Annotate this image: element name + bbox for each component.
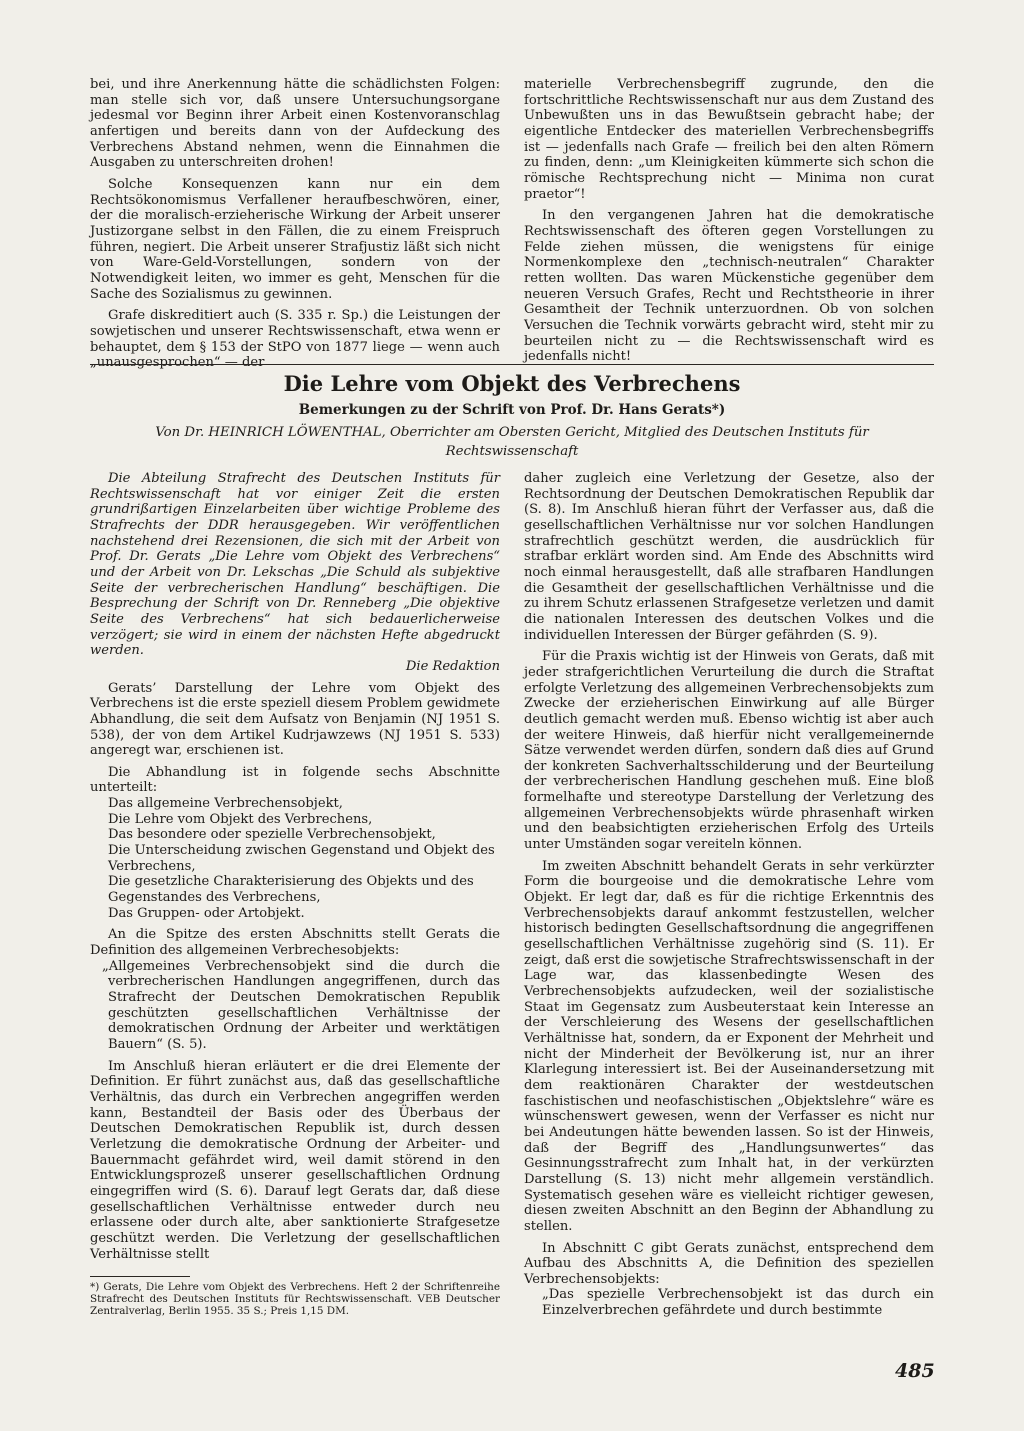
list-item: Die gesetzliche Charakterisierung des Objekts und des Gegenstandes des Verbrechens, <box>108 874 474 906</box>
definition-quote: „Allgemeines Verbrechensobjekt sind die durch die verbrecherischen Handlungen angegriffenen, durch das Strafrecht der Deutschen Demokratischen Republik geschützten gesellschaftlichen Verhältnisse der demokratischen Ordnung der Arbeiter und werktätigen Bauern“ (S. 5). <box>102 958 500 1052</box>
paragraph: bei, und ihre Anerkennung hätte die schädlichsten Folgen: man stelle sich vor, daß unsere Untersuchungsorgane jedesmal vor Beginn ihrer Arbeit einen Kostenvoranschlag anfertigen und bereits dann von der Aufdeckung des Verbrechens Abstand nehmen, wenn die Einnahmen die Ausgaben zu unterschreiten drohen! <box>90 77 500 171</box>
paragraph: Solche Konsequenzen kann nur ein dem Rechtsökonomismus Verfallener heraufbeschwören, einer, der die moralisch-erzieherische Wirkung der Arbeit unserer Justizorgane selbst in den Fällen, die zu einem Freispruch führen, negiert. Die Arbeit unserer Strafjustiz läßt sich nicht von Ware-Geld-Vorstellungen, sondern von der Notwendigkeit leiten, wo immer es geht, Menschen für die Sache des Sozialismus zu gewinnen. <box>90 176 500 302</box>
article-byline: Von Dr. HEINRICH LÖWENTHAL, Oberrichter am Obersten Gericht, Mitglied des Deutschen Instituts für Rechtswissenschaft <box>155 425 869 459</box>
section-divider <box>90 364 934 365</box>
list-item: Die Lehre vom Objekt des Verbrechens, <box>108 811 373 827</box>
paragraph: Die Abhandlung ist in folgende sechs Abschnitte unterteilt: <box>90 764 500 796</box>
paragraph: In den vergangenen Jahren hat die demokratische Rechtswissenschaft des öfteren gegen Vorstellungen zu Felde ziehen müssen, die wenigstens für einige Normenkomplexe den „technisch-neutralen“ Charakter retten wollten. Das waren Mückenstiche gegenüber dem neueren Versuch Grafes, Recht und Rechtstheorie in ihrer Gesamtheit der Technik unterzuordnen. Ob von solchen Versuchen die Technik vorwärts gebracht wird, steht mir zu beurteilen nicht zu — die Rechtswissenschaft wird es jedenfalls nicht! <box>524 208 934 365</box>
paragraph: In Abschnitt C gibt Gerats zunächst, entsprechend dem Aufbau des Abschnitts A, die Definition des speziellen Verbrechensobjekts: <box>524 1240 934 1287</box>
page-number: 485 <box>895 1360 935 1382</box>
list-item: Das besondere oder spezielle Verbrechensobjekt, <box>108 827 436 843</box>
paragraph: daher zugleich eine Verletzung der Gesetze, also der Rechtsordnung der Deutschen Demokratischen Republik dar (S. 8). Im Anschluß hieran führt der Verfasser aus, daß die gesellschaftlichen Verhältnisse nur vor solchen Handlungen strafrechtlich geschützt werden, die ausdrücklich für strafbar erklärt worden sind. Am Ende des Abschnitts wird noch einmal herausgestellt, daß alle strafbaren Handlungen die Gesamtheit der gesellschaftlichen Verhältnisse und die zu ihrem Schutz erlassenen Strafgesetze verletzen und damit die nationalen Interessen des deutschen Volkes und die individuellen Interessen der Bürger gefährden (S. 9). <box>524 471 934 643</box>
section-list <box>90 796 500 921</box>
list-item: Die Unterscheidung zwischen Gegenstand und Objekt des Verbrechens, <box>108 843 495 874</box>
paragraph: Gerats’ Darstellung der Lehre vom Objekt des Verbrechens ist die erste speziell diesem Problem gewidmete Abhandlung, die seit dem Aufsatz von Benjamin (NJ 1951 S. 538), der von dem Artikel Kudrjawzews (NJ 1951 S. 533) angeregt war, erschienen ist. <box>90 680 500 759</box>
left-column <box>90 471 500 1262</box>
top-right-column <box>524 77 934 365</box>
paragraph: Im Anschluß hieran erläutert er die drei Elemente der Definition. Er führt zunächst aus, daß das gesellschaftliche Verhältnis, das durch ein Verbrechen angegriffen werden kann, Bestandteil der Basis oder des Überbaus der Deutschen Demokratischen Republik ist, durch dessen Verletzung die demokratische Ordnung der Arbeiter- und Bauernmacht gefährdet wird, weil damit störend in den Entwicklungsprozeß unserer gesellschaftlichen Ordnung eingegriffen wird (S. 6). Darauf legt Gerats dar, daß diese gesellschaftlichen Verhältnisse entweder durch neu erlassene oder durch alte, aber sanktionierte Strafgesetze geschützt werden. Die Verletzung der gesellschaftlichen Verhältnisse stellt <box>90 1058 500 1262</box>
definition-quote: „Das spezielle Verbrechensobjekt ist das durch ein Einzelverbrechen gefährdete und durch bestimmte <box>542 1287 934 1319</box>
paragraph: materielle Verbrechensbegriff zugrunde, den die fortschrittliche Rechtswissenschaft nur aus dem Zustand des Unbewußten uns in das Bewußtsein gebracht habe; der eigentliche Entdecker des materiellen Verbrechensbegriffs ist — jedenfalls nach Grafe — freilich bei den alten Römern zu finden, denn: „um Kleinigkeiten kümmerte sich schon die römische Rechtsprechung nicht — Minima non curat praetor“! <box>524 77 934 202</box>
right-column <box>524 471 934 1319</box>
paragraph: Für die Praxis wichtig ist der Hinweis von Gerats, daß mit jeder strafgerichtlichen Verurteilung die durch die Straftat erfolgte Verletzung des allgemeinen Verbrechensobjekts zum Zwecke der erzieherischen Einwirkung auf alle Bürger deutlich gemacht werden muß. Ebenso wichtig ist aber auch der weitere Hinweis, daß hierfür nicht verallgemeinernde Sätze verwendet werden dürfen, sondern daß dies auf Grund der konkreten Sachverhaltsschilderung und der Beurteilung der verbrecherischen Handlung geschehen muß. Eine bloß formelhafte und stereotype Darstellung der Verletzung des allgemeinen Verbrechensobjekts würde phrasenhaft wirken und den beabsichtigten erzieherischen Erfolg des Urteils unter Umständen sogar vereiteln können. <box>524 649 934 853</box>
paragraph: Im zweiten Abschnitt behandelt Gerats in sehr verkürzter Form die bourgeoise und die demokratische Lehre vom Objekt. Er legt dar, daß es für die richtige Erkenntnis des Verbrechensobjekts darauf ankommt festzustellen, welcher historisch bedingten Gesellschaftsordnung die angegriffenen gesellschaftlichen Verhältnisse zugehörig sind (S. 11). Er zeigt, daß erst die sowjetische Strafrechtswissenschaft in der Lage war, das klassenbedingte Wesen des Verbrechensobjekts aufzudecken, weil der sozialistische Staat im Gegensatz zum Ausbeuterstaat kein Interesse an der Verschleierung des Wesens der gesellschaftlichen Verhältnisse hat, sondern, da er Exponent der Mehrheit und nicht der Minderheit der Bevölkerung ist, nur an ihrer Klarlegung interessiert ist. Bei der Auseinandersetzung mit dem reaktionären Charakter der westdeutschen faschistischen und neofaschistischen „Objektslehre“ wäre es wünschenswert gewesen, wenn der Verfasser es nicht nur bei Andeutungen hätte bewenden lassen. So ist der Hinweis, daß der Begriff des „Handlungsunwertes“ das Gesinnungsstrafrecht zum Inhalt hat, in der verkürzten Darstellung (S. 13) nicht mehr allgemein verständlich. Systematisch gesehen wäre es vielleicht richtiger gewesen, diesen zweiten Abschnitt an den Beginn der Abhandlung zu stellen. <box>524 858 934 1234</box>
paragraph: An die Spitze des ersten Abschnitts stellt Gerats die Definition des allgemeinen Verbrechesobjekts: <box>90 927 500 959</box>
top-left-column <box>90 77 500 371</box>
footnote: *) Gerats, Die Lehre vom Objekt des Verbrechens. Heft 2 der Schriftenreihe Strafrecht des Deutschen Instituts für Rechtswissenschaft. VEB Deutscher Zentralverlag, Berlin 1955. 35 S.; Preis 1,15 DM. <box>90 1281 500 1318</box>
editorial-intro: Die Abteilung Strafrecht des Deutschen Instituts für Rechtswissenschaft hat vor einiger Zeit die ersten grundrißartigen Einzelarbeiten über wichtige Probleme des Strafrechts der DDR herausgegeben. Wir veröffentlichen nachstehend drei Rezensionen, die sich mit der Arbeit von Prof. Dr. Gerats „Die Lehre vom Objekt des Verbrechens“ und der Arbeit von Dr. Lekschas „Die Schuld als subjektive Seite der verbrecherischen Handlung“ beschäftigen. Die Besprechung der Schrift von Dr. Renneberg „Die objektive Seite des Verbrechens“ hat sich bedauerlicherweise verzögert; sie wird in einem der nächsten Hefte abgedruckt werden. <box>90 471 500 659</box>
footnote-rule <box>90 1276 190 1277</box>
article-title: Die Lehre vom Objekt des Verbrechens <box>283 371 741 396</box>
list-item: Das Gruppen- oder Artobjekt. <box>108 905 305 921</box>
list-item: Das allgemeine Verbrechensobjekt, <box>108 796 343 812</box>
editorial-signature: Die Redaktion <box>405 658 500 674</box>
article-subtitle: Bemerkungen zu der Schrift von Prof. Dr. Hans Gerats*) <box>298 402 726 418</box>
paragraph: Grafe diskreditiert auch (S. 335 r. Sp.) die Leistungen der sowjetischen und unserer Rechtswissenschaft, etwa wenn er behauptet, dem § 153 der StPO von 1877 liege — wenn auch „unausgesprochen“ — der <box>90 308 500 371</box>
